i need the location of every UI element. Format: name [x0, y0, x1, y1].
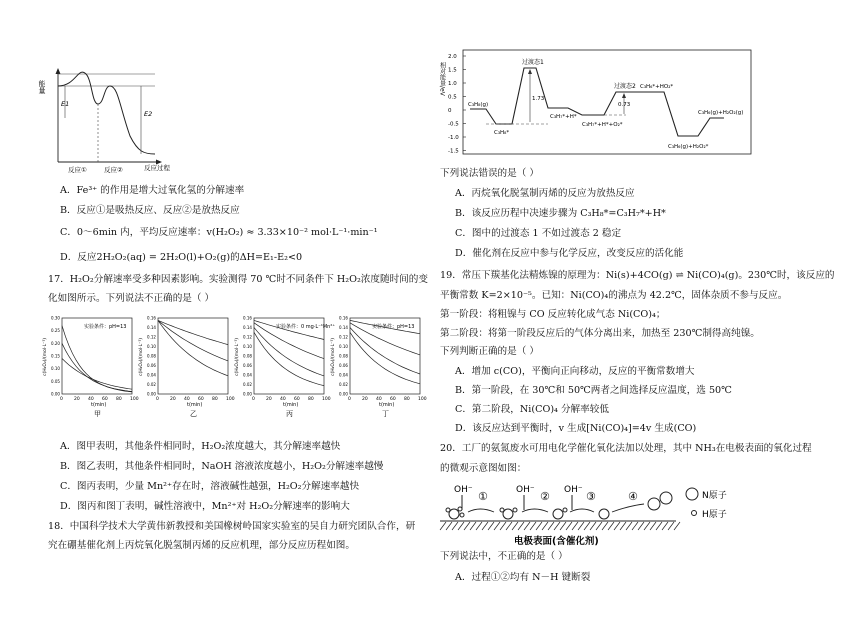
decay-curve: [254, 328, 324, 376]
chart-ylabel: c(H₂O₂)/(mol·L⁻¹): [331, 337, 336, 376]
q18-stem-1: 18．中国科学技术大学黄伟新教授和美国橡树岭国家实验室的吴自力研究团队合作，研: [48, 521, 416, 532]
q19-option-b: B．第一阶段，在 30℃和 50℃两者之间选择反应温度，选 50℃: [455, 385, 732, 396]
x-tick-label: 40: [184, 397, 190, 402]
x-tick-label: 20: [362, 397, 368, 402]
x-tick-label: 100: [418, 397, 427, 402]
y-tick-label: 0.10: [147, 344, 156, 349]
x-tick-label: 20: [170, 397, 176, 402]
q17-charts: [43, 312, 427, 422]
q19-stem-2: 平衡常数 K=2×10⁻⁵。已知：Ni(CO)₄的沸点为 42.2℃，固体杂质不参与反应。: [440, 290, 788, 301]
q17-option-c: C．图丙表明，少量 Mn²⁺存在时，溶液碱性越强，H₂O₂分解速率越快: [60, 481, 360, 492]
q19-option-a: A．增加 c(CO)，平衡向正向移动，反应的平衡常数增大: [455, 366, 695, 377]
chart-panel-label: 丙: [286, 410, 293, 418]
y-tick-label: 0.12: [147, 334, 156, 340]
species-1: C₃H₈*: [494, 130, 510, 136]
y-tick-label: 0.16: [339, 315, 348, 321]
chart-note: 实验条件：pH=13: [372, 324, 415, 330]
y-tick-label: 0.10: [51, 366, 60, 372]
x-tick-label: 80: [308, 397, 314, 402]
y-tick-label: 0.12: [243, 334, 252, 340]
electrode-schematic: [440, 480, 780, 548]
q20-stem-2: 的微观示意图如图：: [440, 463, 527, 474]
q19-ask: 下列判断正确的是（ ）: [440, 346, 539, 357]
q18-ask: 下列说法错误的是（ ）: [440, 168, 539, 179]
q19-step-2: 第二阶段：将第一阶段反应后的气体分离出来，加热至 230℃制得高纯镍。: [440, 328, 760, 339]
q16-option-b: B．反应①是吸热反应、反应②是放热反应: [60, 205, 240, 216]
y-tick-label: 0.25: [51, 328, 60, 334]
y-tick-label: 0.15: [51, 353, 60, 359]
q19-stem-1: 19．常压下羰基化法精炼镍的原理为：Ni(s)+4CO(g) ⇌ Ni(CO)₄(g)。230℃时，该反应的: [440, 270, 835, 281]
y-tick-label: 0.00: [51, 391, 60, 397]
q18-option-a: A．丙烷氧化脱氢制丙烯的反应为放热反应: [455, 188, 635, 199]
x-tick-label: 80: [212, 397, 218, 402]
x-tick-label: 40: [88, 397, 94, 402]
decay-curve: [62, 359, 132, 390]
chart-xlabel: t(min): [283, 402, 299, 408]
species-3: C₃H₇*+H*+O₂*: [582, 122, 623, 128]
y-tick-label: 0.02: [147, 382, 156, 387]
barrier-1: 1.73: [532, 96, 545, 102]
y-tick-label: 0.06: [339, 363, 348, 368]
decay-curve: [158, 320, 228, 361]
q18-option-d: D．催化剂在反应中参与化学反应，改变反应的活化能: [455, 248, 684, 259]
y-tick-label: 0.10: [243, 344, 252, 349]
species-0: C₃H₈(g): [468, 102, 489, 108]
y-tick-label: 0.20: [51, 340, 60, 346]
x-tick-label: 100: [130, 397, 139, 402]
q16-option-a: A．Fe³⁺ 的作用是增大过氧化氢的分解速率: [60, 185, 245, 196]
y-tick-label: 0.12: [339, 334, 348, 340]
chart-note: 实验条件：0 mg·L⁻¹Mn²⁺: [276, 324, 335, 330]
q19-option-c: C．第二阶段，Ni(CO)₄ 分解率较低: [455, 404, 609, 415]
decay-curve: [350, 332, 420, 384]
x-tick-label: 40: [280, 397, 286, 402]
q16-option-d: D．反应2H₂O₂(aq) = 2H₂O(l)+O₂(g)的ΔH=E₁-E₂<0: [60, 252, 303, 263]
species-4: C₃H₆*+HO₂*: [640, 84, 674, 90]
q17-stem-2: 化如图所示。下列说法不正确的是（ ）: [48, 293, 215, 304]
step-2: ②: [540, 490, 550, 503]
x-tick-label: 80: [404, 397, 410, 402]
species-5: C₃H₆(g)+H₂O₂(g): [698, 110, 744, 116]
y-tick-label: 0.16: [243, 315, 252, 321]
y-tick-label: 0.04: [243, 372, 252, 378]
chart-yi: [138, 316, 235, 419]
chart-xlabel: t(min): [379, 402, 395, 408]
y-tick-label: -1.5: [448, 148, 459, 155]
y-tick-label: 0.08: [147, 353, 156, 359]
legend-n: N原子: [702, 491, 727, 501]
y-tick-label: 0.00: [147, 391, 156, 397]
y-tick-label: 0.06: [147, 363, 156, 368]
barrier-2: 0.73: [618, 102, 631, 108]
species-2: C₃H₇*+H*: [550, 114, 577, 120]
y-tick-label: -1.0: [448, 135, 459, 141]
step-4: ④: [628, 490, 638, 503]
electrode-label: 电极表面(含催化剂): [514, 536, 599, 547]
chart-ylabel: c(H₂O₂)/(mol·L⁻¹): [139, 337, 144, 376]
y-tick-label: -0.5: [448, 121, 459, 128]
decay-curve: [350, 328, 420, 375]
y-tick-label: 0.14: [243, 325, 252, 330]
y-tick-label: 0.10: [339, 344, 348, 349]
diagram-ylabel: 能量: [38, 80, 46, 94]
y-tick-label: 0.08: [339, 353, 348, 359]
chart-ding: [330, 316, 427, 419]
q18-stem-2: 究在硼基催化剂上丙烷氧化脱氢制丙烯的反应机理，部分反应历程如图。: [48, 540, 355, 551]
chart-ylabel: c(H₂O₂)/(mol·L⁻¹): [43, 337, 48, 376]
y-tick-label: 0.14: [147, 325, 156, 330]
chart-note: 实验条件：pH=13: [84, 324, 127, 330]
y-tick-label: 0.16: [147, 315, 156, 321]
e2-label: E2: [144, 110, 153, 118]
step-1: ①: [478, 490, 488, 503]
decay-curve: [62, 326, 132, 392]
x-tick-label: 80: [116, 397, 122, 402]
oh-3: OH⁻: [564, 485, 583, 495]
step-3: ③: [586, 490, 596, 503]
legend-h: H原子: [702, 510, 727, 520]
y-tick-label: 0.00: [243, 391, 252, 397]
q17-stem-1: 17．H₂O₂分解速率受多种因素影响。实验测得 70 ℃时不同条件下 H₂O₂浓度随时间的变: [48, 274, 428, 285]
chart-panel-label: 丁: [382, 410, 389, 418]
x-tick-label: 60: [102, 397, 108, 402]
oh-2: OH⁻: [516, 485, 535, 495]
x-label-2: 反应②: [104, 166, 123, 174]
y-tick-label: 0.02: [243, 382, 252, 387]
reaction-energy-diagram: [428, 44, 758, 162]
chart-bing: [234, 316, 335, 419]
chart-xlabel: t(min): [91, 402, 107, 408]
diagram-ylabel: 相对能量/eV: [438, 62, 446, 96]
x-tick-label: 20: [74, 397, 80, 402]
x-label-3: 反应过程: [144, 164, 170, 172]
y-tick-label: 0.05: [51, 378, 60, 384]
y-tick-label: 0.5: [448, 94, 457, 101]
q20-ask: 下列说法中，不正确的是（ ）: [440, 551, 568, 562]
x-tick-label: 0: [156, 397, 159, 402]
oh-1: OH⁻: [454, 485, 473, 495]
y-tick-label: 0.14: [339, 325, 348, 330]
q20-option-a: A．过程①②均有 N－H 键断裂: [455, 572, 591, 583]
y-tick-label: 0.04: [147, 372, 156, 378]
q18-option-c: C．图中的过渡态 1 不如过渡态 2 稳定: [455, 228, 622, 239]
x-tick-label: 60: [390, 397, 396, 402]
energy-profile-diagram: [40, 58, 170, 178]
y-tick-label: 2.0: [448, 54, 457, 60]
x-tick-label: 0: [60, 397, 63, 402]
ts1-label: 过渡态1: [522, 59, 544, 66]
y-tick-label: 0.02: [339, 382, 348, 387]
x-tick-label: 0: [348, 397, 351, 402]
x-tick-label: 100: [226, 397, 235, 402]
y-tick-label: 1.0: [448, 81, 457, 87]
y-tick-label: 0.06: [243, 363, 252, 368]
y-tick-label: 0.30: [51, 315, 60, 321]
x-tick-label: 40: [376, 397, 382, 402]
chart-panel-label: 乙: [190, 410, 197, 418]
chart-jia: [42, 316, 139, 419]
x-tick-label: 100: [322, 397, 331, 402]
chart-panel-label: 甲: [94, 410, 101, 418]
q19-step-1: 第一阶段：将粗镍与 CO 反应转化成气态 Ni(CO)₄；: [440, 309, 666, 320]
x-tick-label: 20: [266, 397, 272, 402]
q17-option-d: D．图丙和图丁表明，碱性溶液中，Mn²⁺对 H₂O₂分解速率的影响大: [60, 501, 350, 512]
y-tick-label: 0: [448, 108, 452, 114]
x-tick-label: 60: [198, 397, 204, 402]
x-tick-label: 0: [252, 397, 255, 402]
e1-label: E1: [61, 100, 70, 108]
y-tick-label: 0.00: [339, 391, 348, 397]
y-tick-label: 0.04: [339, 372, 348, 378]
decay-curve: [158, 320, 228, 344]
q17-option-a: A．图甲表明，其他条件相同时，H₂O₂浓度越大，其分解速率越快: [60, 441, 341, 452]
x-label-1: 反应①: [68, 166, 87, 174]
chart-ylabel: c(H₂O₂)/(mol·L⁻¹): [235, 337, 240, 376]
chart-xlabel: t(min): [187, 402, 203, 408]
q16-option-c: C．0～6min 内，平均反应速率：v(H₂O₂) ≈ 3.33×10⁻² mol·L⁻¹·min⁻¹: [60, 227, 378, 238]
q20-stem-1: 20．工厂的氨氮废水可用电化学催化氧化法加以处理，其中 NH₃在电极表面的氧化过程: [440, 443, 812, 454]
y-tick-label: 1.5: [448, 67, 457, 74]
species-6: C₃H₆(g)+H₂O₂*: [668, 144, 709, 150]
q19-option-d: D．该反应达到平衡时，v 生成[Ni(CO)₄]=4v 生成(CO): [455, 423, 697, 434]
ts2-label: 过渡态2: [614, 83, 636, 90]
q17-option-b: B．图乙表明，其他条件相同时，NaOH 溶液浓度越小，H₂O₂分解速率越慢: [60, 461, 384, 472]
q18-option-b: B．该反应历程中决速步骤为 C₃H₈*=C₃H₇*+H*: [455, 208, 666, 219]
y-tick-label: 0.08: [243, 353, 252, 359]
x-tick-label: 60: [294, 397, 300, 402]
